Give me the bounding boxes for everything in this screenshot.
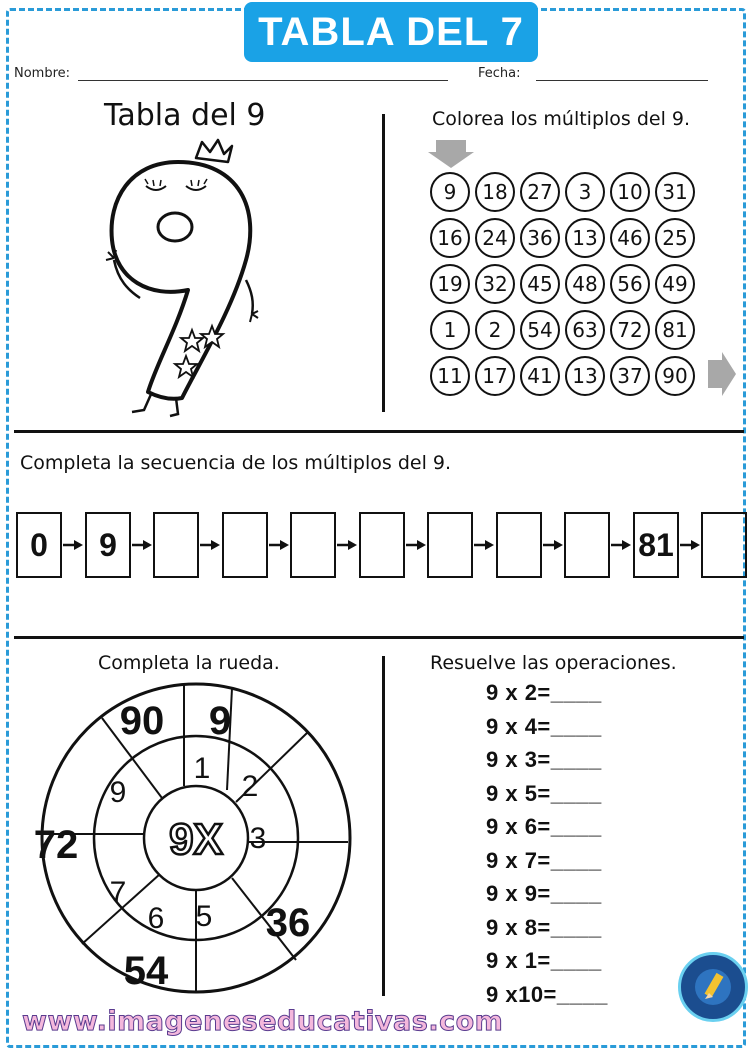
name-label: Nombre: [14,66,71,81]
wheel-inner-value: 5 [195,900,213,933]
wheel-inner-value: 6 [147,902,165,935]
sequence-arrow-icon [679,538,701,552]
operation-item[interactable]: 9 x 7=____ [486,848,602,873]
sequence-arrow-icon [610,538,632,552]
grid-number-circle[interactable]: 46 [610,218,650,258]
sequence-box[interactable] [427,512,473,578]
title-banner: TABLA DEL 7 [244,2,538,62]
operation-item[interactable]: 9 x 5=____ [486,781,602,806]
sequence-arrow-icon [62,538,84,552]
pencil-icon [691,965,735,1009]
sequence-box[interactable] [701,512,747,578]
sequence-box[interactable] [222,512,268,578]
sequence-arrow-icon [131,538,153,552]
operation-item[interactable]: 9 x 4=____ [486,714,602,739]
grid-number-circle[interactable]: 13 [565,356,605,396]
grid-number-circle[interactable]: 31 [655,172,695,212]
wheel-inner-value: 9 [109,776,127,809]
sequence-arrow-icon [268,538,290,552]
grid-number-circle[interactable]: 72 [610,310,650,350]
wheel-outer-value: 90 [119,699,165,743]
wheel-inner-value: 7 [109,876,127,909]
table-title: Tabla del 9 [104,98,266,133]
sequence-box[interactable] [153,512,199,578]
grid-number-circle[interactable]: 25 [655,218,695,258]
grid-number-circle[interactable]: 16 [430,218,470,258]
grid-number-circle[interactable]: 32 [475,264,515,304]
operation-item[interactable]: 9 x 2=____ [486,680,602,705]
sequence-box[interactable] [359,512,405,578]
grid-number-circle[interactable]: 81 [655,310,695,350]
operation-item[interactable]: 9 x 9=____ [486,881,602,906]
wheel-outer-value: 72 [33,823,79,867]
sequence-arrow-icon [542,538,564,552]
down-arrow-icon [428,140,474,168]
horizontal-divider-2 [14,636,744,639]
wheel-inner-value: 1 [193,752,211,785]
wheel-outer-value: 54 [123,949,169,993]
grid-number-circle[interactable]: 3 [565,172,605,212]
grid-number-circle[interactable]: 56 [610,264,650,304]
wheel-instruction: Completa la rueda. [98,652,280,674]
grid-number-circle[interactable]: 45 [520,264,560,304]
grid-number-circle[interactable]: 11 [430,356,470,396]
sequence-box[interactable] [290,512,336,578]
grid-number-circle[interactable]: 41 [520,356,560,396]
nine-character-icon [100,130,280,420]
footer-url[interactable]: www.imageneseducativas.com [22,1006,504,1037]
name-field[interactable] [78,80,448,81]
sequence-box[interactable] [496,512,542,578]
grid-number-circle[interactable]: 36 [520,218,560,258]
grid-number-circle[interactable]: 1 [430,310,470,350]
color-instruction: Colorea los múltiplos del 9. [432,108,691,130]
grid-number-circle[interactable]: 27 [520,172,560,212]
operation-item[interactable]: 9 x 1=____ [486,948,602,973]
grid-number-circle[interactable]: 37 [610,356,650,396]
grid-number-circle[interactable]: 18 [475,172,515,212]
grid-number-circle[interactable]: 13 [565,218,605,258]
sequence-arrow-icon [336,538,358,552]
multiplication-wheel [12,682,372,998]
sequence-box[interactable]: 81 [633,512,679,578]
sequence-arrow-icon [473,538,495,552]
grid-number-circle[interactable]: 54 [520,310,560,350]
operation-item[interactable]: 9 x 8=____ [486,915,602,940]
grid-number-circle[interactable]: 63 [565,310,605,350]
wheel-inner-value: 3 [249,822,267,855]
grid-number-circle[interactable]: 17 [475,356,515,396]
wheel-center-label: 9X [169,815,223,864]
sequence-arrow-icon [405,538,427,552]
date-label: Fecha: [478,66,521,81]
wheel-inner-value: 2 [241,770,259,803]
vertical-divider-bottom [382,656,385,996]
operations-instruction: Resuelve las operaciones. [430,652,677,674]
operation-item[interactable]: 9 x 3=____ [486,747,602,772]
wheel-outer-value: 36 [265,901,311,945]
sequence-arrow-icon [199,538,221,552]
operation-item[interactable]: 9 x10=____ [486,982,608,1007]
sequence-box[interactable]: 0 [16,512,62,578]
date-field[interactable] [536,80,708,81]
horizontal-divider-1 [14,430,744,433]
grid-number-circle[interactable]: 19 [430,264,470,304]
right-arrow-icon [708,352,736,396]
sequence-box[interactable] [564,512,610,578]
grid-number-circle[interactable]: 2 [475,310,515,350]
sequence-box[interactable]: 9 [85,512,131,578]
operation-item[interactable]: 9 x 6=____ [486,814,602,839]
grid-number-circle[interactable]: 90 [655,356,695,396]
grid-number-circle[interactable]: 10 [610,172,650,212]
brand-logo [678,952,748,1022]
wheel-outer-value: 9 [208,699,232,743]
grid-number-circle[interactable]: 49 [655,264,695,304]
grid-number-circle[interactable]: 48 [565,264,605,304]
grid-number-circle[interactable]: 24 [475,218,515,258]
grid-number-circle[interactable]: 9 [430,172,470,212]
vertical-divider-top [382,114,385,412]
sequence-instruction: Completa la secuencia de los múltiplos del 9. [20,452,452,474]
